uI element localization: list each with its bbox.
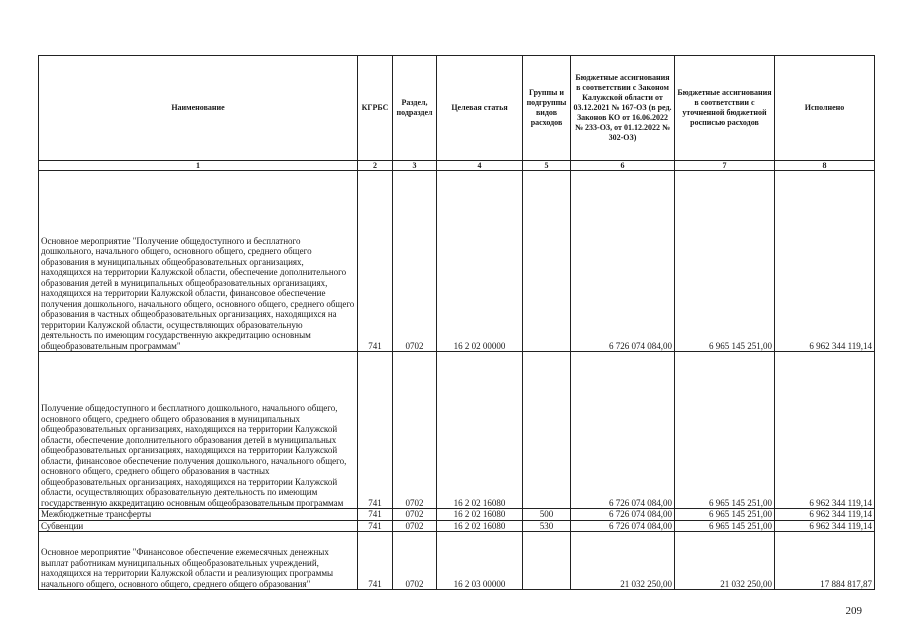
- header-razdel: Раздел, подраздел: [393, 56, 437, 161]
- table-row: [39, 532, 875, 590]
- row-rosp: 6 965 145 251,00: [675, 171, 775, 352]
- header-vid: Группы и подгруппы видов расходов: [523, 56, 571, 161]
- row-isp: 6 962 344 119,14: [775, 352, 875, 509]
- row-cel: 16 2 02 16080: [437, 509, 523, 521]
- row-isp: 6 962 344 119,14: [775, 171, 875, 352]
- row-kgrbs: 741: [358, 520, 393, 532]
- row-vid: 530: [523, 520, 571, 532]
- table-row: [39, 520, 875, 532]
- row-razdel: 0702: [393, 509, 437, 521]
- row-vid: 500: [523, 509, 571, 521]
- row-vid: [523, 352, 571, 509]
- row-name: Субвенции: [39, 520, 358, 532]
- table-row: [39, 171, 875, 352]
- colnum: 5: [523, 161, 571, 171]
- table-row: [39, 352, 875, 509]
- colnum: 8: [775, 161, 875, 171]
- row-razdel: 0702: [393, 532, 437, 590]
- row-rosp: 6 965 145 251,00: [675, 509, 775, 521]
- header-isp: Исполнено: [775, 56, 875, 161]
- row-kgrbs: 741: [358, 171, 393, 352]
- row-law: 6 726 074 084,00: [571, 509, 675, 521]
- header-rosp: Бюджетные ассигнования в соответствии с уточненной бюджетной росписью расходов: [675, 56, 775, 161]
- colnum: 1: [39, 161, 358, 171]
- row-vid: [523, 532, 571, 590]
- row-name: Межбюджетные трансферты: [39, 509, 358, 521]
- row-name: Основное мероприятие "Получение общедоступного и бесплатного дошкольного, начального общего, основного общего, среднего общего образования в муниципальных общеобразовательных организациях, находящихся на территории Калужской области, обеспечение дополнительного образования детей в муниципальных общеобразовательных организациях, находящихся на территории Калужской области, финансовое обеспечение получения дошкольного, начального общего, основного общего, среднего общего образования в частных общеобразовательных организациях, находящихся на территории Калужской области, осуществляющих образовательную деятельность по имеющим государственную аккредитацию основным общеобразовательным программам": [39, 171, 358, 352]
- row-law: 6 726 074 084,00: [571, 352, 675, 509]
- row-isp: 6 962 344 119,14: [775, 520, 875, 532]
- row-razdel: 0702: [393, 520, 437, 532]
- row-cel: 16 2 02 00000: [437, 171, 523, 352]
- row-kgrbs: 741: [358, 509, 393, 521]
- row-rosp: 6 965 145 251,00: [675, 352, 775, 509]
- row-rosp: 21 032 250,00: [675, 532, 775, 590]
- row-law: 6 726 074 084,00: [571, 171, 675, 352]
- row-name: Получение общедоступного и бесплатного дошкольного, начального общего, основного общего, среднего общего образования в муниципальных общеобразовательных организациях, находящихся на территории Калужской области, обеспечение дополнительного образования детей в муниципальных общеобразовательных организациях, находящихся на территории Калужской области, финансовое обеспечение получения дошкольного, начального общего, основного общего, среднего общего образования в частных общеобразовательных организациях, находящихся на территории Калужской области, осуществляющих образовательную деятельность по имеющим государственную аккредитацию основным общеобразовательным программам: [39, 352, 358, 509]
- column-number-row: [39, 161, 875, 171]
- row-law: 6 726 074 084,00: [571, 520, 675, 532]
- row-law: 21 032 250,00: [571, 532, 675, 590]
- row-isp: 17 884 817,87: [775, 532, 875, 590]
- colnum: 2: [358, 161, 393, 171]
- page-number: 209: [845, 605, 862, 617]
- row-rosp: 6 965 145 251,00: [675, 520, 775, 532]
- header-row: [39, 56, 875, 161]
- colnum: 6: [571, 161, 675, 171]
- colnum: 7: [675, 161, 775, 171]
- header-cel: Целевая статья: [437, 56, 523, 161]
- row-razdel: 0702: [393, 352, 437, 509]
- row-razdel: 0702: [393, 171, 437, 352]
- budget-table: [38, 55, 875, 590]
- row-cel: 16 2 03 00000: [437, 532, 523, 590]
- header-kgrbs: КГРБС: [358, 56, 393, 161]
- table-row: [39, 509, 875, 521]
- row-kgrbs: 741: [358, 532, 393, 590]
- row-isp: 6 962 344 119,14: [775, 509, 875, 521]
- row-kgrbs: 741: [358, 352, 393, 509]
- row-name: Основное мероприятие "Финансовое обеспечение ежемесячных денежных выплат работникам муниципальных общеобразовательных учреждений, находящихся на территории Калужской области и реализующих программы начального общего, основного общего, среднего общего образования": [39, 532, 358, 590]
- header-law: Бюджетные ассигнования в соответствии с Законом Калужской области от 03.12.2021 № 167-ОЗ (в ред. Законов КО от 16.06.2022 № 233-ОЗ, от 01.12.2022 № 302-ОЗ): [571, 56, 675, 161]
- colnum: 3: [393, 161, 437, 171]
- row-cel: 16 2 02 16080: [437, 352, 523, 509]
- header-name: Наименование: [39, 56, 358, 161]
- row-vid: [523, 171, 571, 352]
- colnum: 4: [437, 161, 523, 171]
- row-cel: 16 2 02 16080: [437, 520, 523, 532]
